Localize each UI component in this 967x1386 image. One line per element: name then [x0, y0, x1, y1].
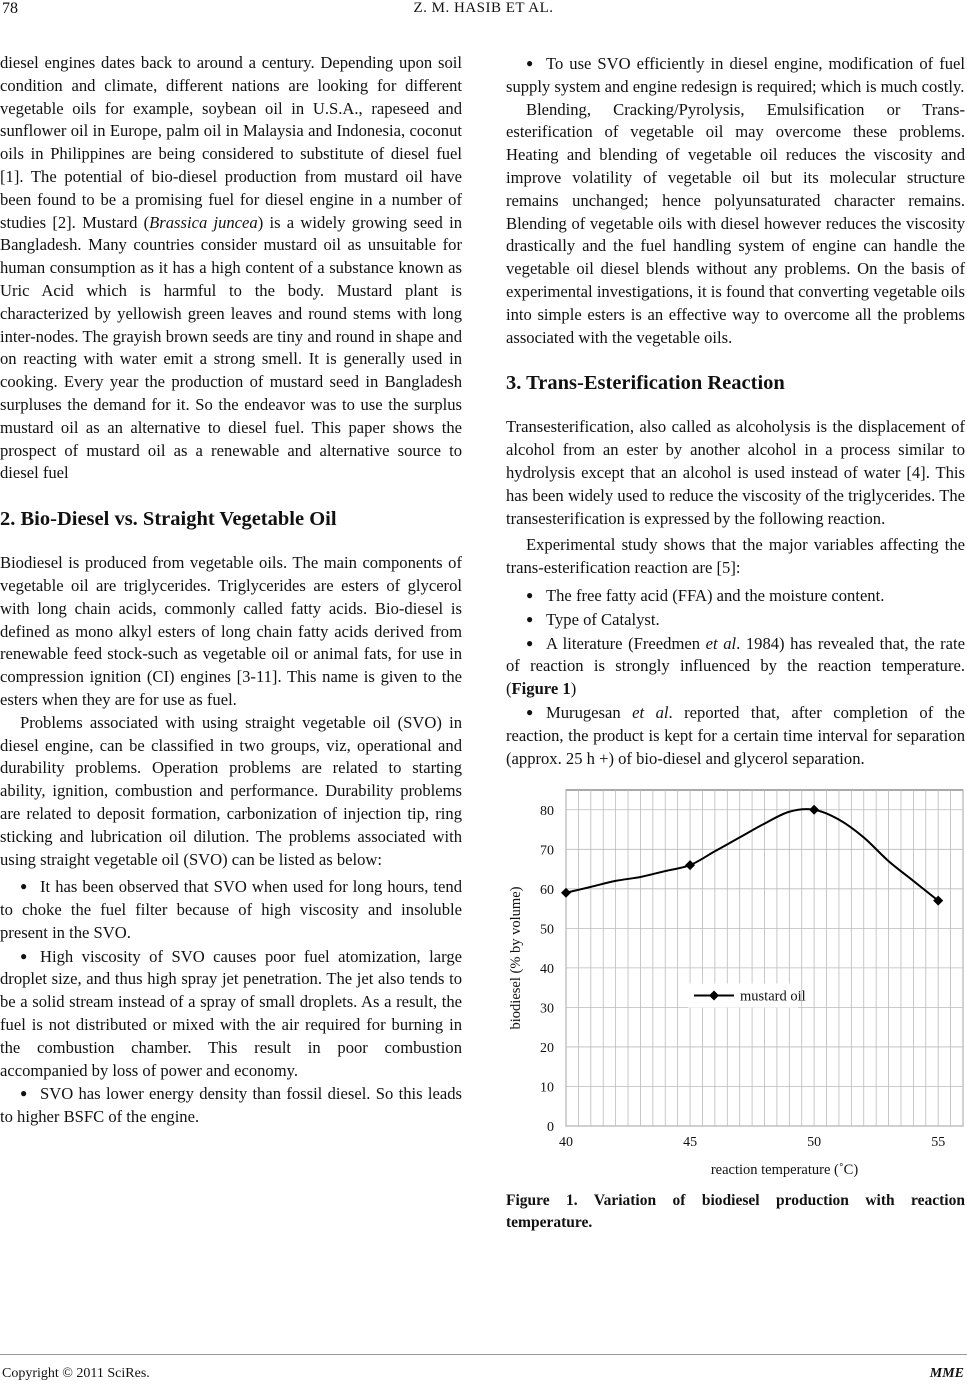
biodiesel-chart: [506, 784, 965, 1184]
transesterification-paragraph: Transesterification, also called as alcoholysis is the displacement of alcohol from an ester by another alcohol in a process similar to hydrolysis except that an alcohol is used instead of water [4]. This has been widely used to reduce the viscosity of the triglycerides. The transesterification is expressed by the following reaction.: [506, 417, 965, 528]
variable-bullet: ● The free fatty acid (FFA) and the moisture content.: [526, 585, 885, 605]
bullet-icon: ●: [526, 704, 534, 719]
copyright-notice: Copyright © 2011 SciRes.: [2, 1366, 150, 1381]
y-tick-label: 10: [540, 1080, 554, 1096]
legend-label: mustard oil: [740, 988, 806, 1005]
bullet-icon: ●: [20, 948, 28, 963]
y-tick-label: 40: [540, 962, 554, 978]
variable-bullet: ● A literature (Freedmen et al. 1984) has revealed that, the rate of reaction is strongly influenced by the reaction temperature. (Figure 1): [506, 633, 966, 699]
svo-problem-bullet: ● It has been observed that SVO when used for long hours, tend to choke the fuel filter because of high viscosity and insoluble present in the SVO.: [0, 877, 462, 942]
figure-reference[interactable]: Figure 1: [511, 679, 571, 699]
figure-1: [506, 784, 965, 1184]
biodiesel-definition-paragraph: Biodiesel is produced from vegetable oils. The main components of vegetable oil are triglycerides. Triglycerides are esters of glycerol with long chain acids, commonly called fatty acids. Bio-diesel is defined as mono alkyl esters of long chain fatty acids derived from renewable feed stock-such as vegetable oil or animal fats, for use in compression ignition (CI) engines [3-11]. This name is given to the esters when they are for use as fuel.: [0, 553, 462, 709]
x-tick-label: 40: [559, 1135, 573, 1151]
variable-bullet: ● Murugesan et al. reported that, after completion of the reaction, the product is kept for a certain time interval for separation (approx. 25 h +) of bio-diesel and glycerol separation.: [506, 702, 966, 768]
y-tick-label: 70: [540, 843, 554, 859]
blending-paragraph: Blending, Cracking/Pyrolysis, Emulsification or Trans-esterification of vegetable oil may overcome these problems. Heating and blending of vegetable oil reduces the viscosity and improve volatility of vegetable oil but its molecular structure remains unchanged; hence polyunsaturated character remains. Blending of vegetable oils with diesel however reduces the viscosity drastically and the fuel handling system of engine can handle the vegetable oil diesel blends without any problems. On the basis of experimental investigations, it is found that converting vegetable oils into simple esters is an effective way to overcome all the problems associated with the vegetable oils.: [506, 99, 965, 347]
x-tick-label: 55: [931, 1135, 946, 1151]
svo-problems-paragraph: Problems associated with using straight vegetable oil (SVO) in diesel engine, can be classified in two groups, viz, operational and durability problems. Operation problems are related to starting ability, ignition, combustion and performance. Durability problems are related to deposit formation, carbonization of injection tip, ring sticking and lubrication oil dilution. The problems associated with using straight vegetable oil (SVO) can be listed as below:: [0, 712, 462, 869]
x-tick-label: 45: [683, 1135, 698, 1151]
y-tick-label: 30: [540, 1001, 554, 1017]
bullet-icon: ●: [526, 587, 534, 602]
species-name: Brassica juncea: [149, 212, 258, 232]
figure-caption: Figure 1. Variation of biodiesel production with reaction temperature.: [506, 1192, 965, 1232]
y-axis-label: biodiesel (% by volume): [508, 886, 524, 1030]
left-column: [0, 52, 462, 1129]
bullet-icon: ●: [526, 611, 534, 626]
svo-problem-bullet: ● High viscosity of SVO causes poor fuel atomization, large droplet size, and thus high spray jet penetration. The jet also tends to be a solid stream instead of a spray of small droplets. As a result, the fuel is not distributed or mixed with the air required for burning in the combustion chamber. This result in poor combustion accompanied by loss of power and economy.: [0, 946, 462, 1080]
svo-problem-bullet: ● To use SVO efficiently in diesel engine, modification of fuel supply system and engine redesign is required; which is much costly.: [506, 54, 965, 96]
footer-divider: [0, 1354, 967, 1355]
bullet-icon: ●: [526, 635, 534, 650]
right-column: [506, 52, 965, 1234]
variable-bullet: ● Type of Catalyst.: [526, 609, 660, 629]
section-3-title: 3. Trans-Esterification Reaction: [506, 372, 785, 395]
variables-paragraph: Experimental study shows that the major variables affecting the trans-esterification reaction are [5]:: [506, 535, 965, 578]
y-tick-label: 60: [540, 883, 554, 899]
section-2-title: 2. Bio-Diesel vs. Straight Vegetable Oil: [0, 508, 337, 531]
bullet-icon: ●: [20, 879, 28, 894]
running-head: Z. M. HASIB ET AL.: [413, 0, 554, 16]
svo-problem-bullet: ● SVO has lower energy density than fossil diesel. So this leads to higher BSFC of the engine.: [0, 1084, 462, 1127]
page-number: 78: [2, 0, 18, 17]
x-tick-label: 50: [807, 1135, 822, 1151]
journal-abbrev: MME: [929, 1366, 964, 1381]
x-axis-label: reaction temperature (˚C): [710, 1162, 859, 1179]
y-tick-label: 0: [547, 1120, 554, 1136]
bullet-icon: ●: [20, 1086, 28, 1101]
bullet-icon: ●: [526, 56, 534, 70]
y-tick-label: 80: [540, 804, 554, 820]
y-tick-label: 50: [540, 922, 554, 938]
intro-paragraph: diesel engines dates back to around a century. Depending upon soil condition and climate, different nations are looking for different vegetable oils for example, soybean oil in U.S.A., rapeseed and sunflower oil in Europe, palm oil in Malaysia and Indonesia, coconut oils in Philippines are being considered to substitute of diesel fuel [1]. The potential of bio-diesel production from mustard oil have been found to be a promising fuel for diesel engine in a number of studies [2]. Mustard (Brassica juncea) is a widely growing seed in Bangladesh. Many countries consider mustard oil as unsuitable for human consumption as it has a high content of a substance known as Uric Acid which is harmful to the body. Mustard plant is characterized by yellowish green leaves and round stems with long inter-nodes. The grayish brown seeds are tiny and round in shape and on reacting with water emit a strong smell. It is generally used in cooking. Every year the production of mustard seed in Bangladesh surpluses the demand for it. So the endeavor was to use the surplus mustard oil as an alternative to diesel fuel. This paper shows the prospect of mustard oil as a renewable and alternative source to diesel fuel: [0, 53, 462, 483]
y-tick-label: 20: [540, 1041, 554, 1057]
